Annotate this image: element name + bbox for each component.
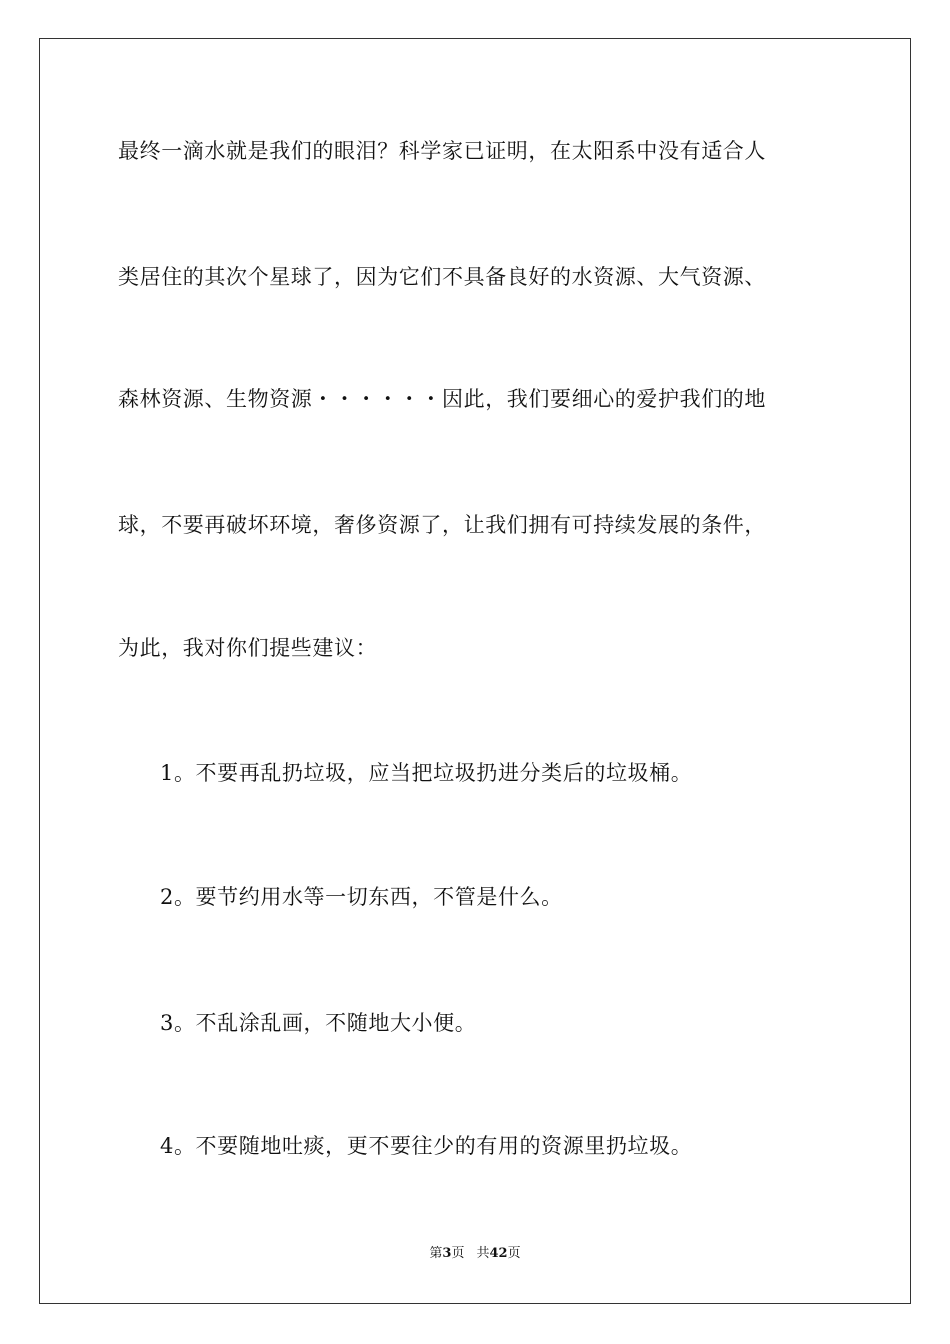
paragraph-line: 森林资源、生物资源・・・・・・因此，我们要细心的爱护我们的地 (118, 387, 766, 411)
suggestion-item: 3。不乱涂乱画，不随地大小便。 (160, 1011, 477, 1035)
suggestion-item: 2。要节约用水等一切东西，不管是什么。 (160, 885, 563, 909)
page-border (39, 38, 911, 1304)
page-suffix: 页 (451, 1246, 465, 1261)
total-suffix: 页 (507, 1246, 521, 1261)
total-pages: 42 (489, 1246, 508, 1261)
paragraph-line: 最终一滴水就是我们的眼泪？科学家已证明，在太阳系中没有适合人 (118, 139, 766, 163)
suggestion-item: 1。不要再乱扔垃圾，应当把垃圾扔进分类后的垃圾桶。 (160, 761, 693, 785)
total-prefix: 共 (476, 1246, 490, 1261)
page-footer (0, 1245, 950, 1263)
page-number: 3 (442, 1246, 452, 1261)
paragraph-line: 为此，我对你们提些建议： (118, 636, 378, 660)
paragraph-line: 球，不要再破坏环境，奢侈资源了，让我们拥有可持续发展的条件， (118, 513, 766, 537)
page-prefix: 第 (429, 1246, 443, 1261)
paragraph-line: 类居住的其次个星球了，因为它们不具备良好的水资源、大气资源、 (118, 265, 766, 289)
suggestion-item: 4。不要随地吐痰，更不要往少的有用的资源里扔垃圾。 (160, 1134, 693, 1158)
